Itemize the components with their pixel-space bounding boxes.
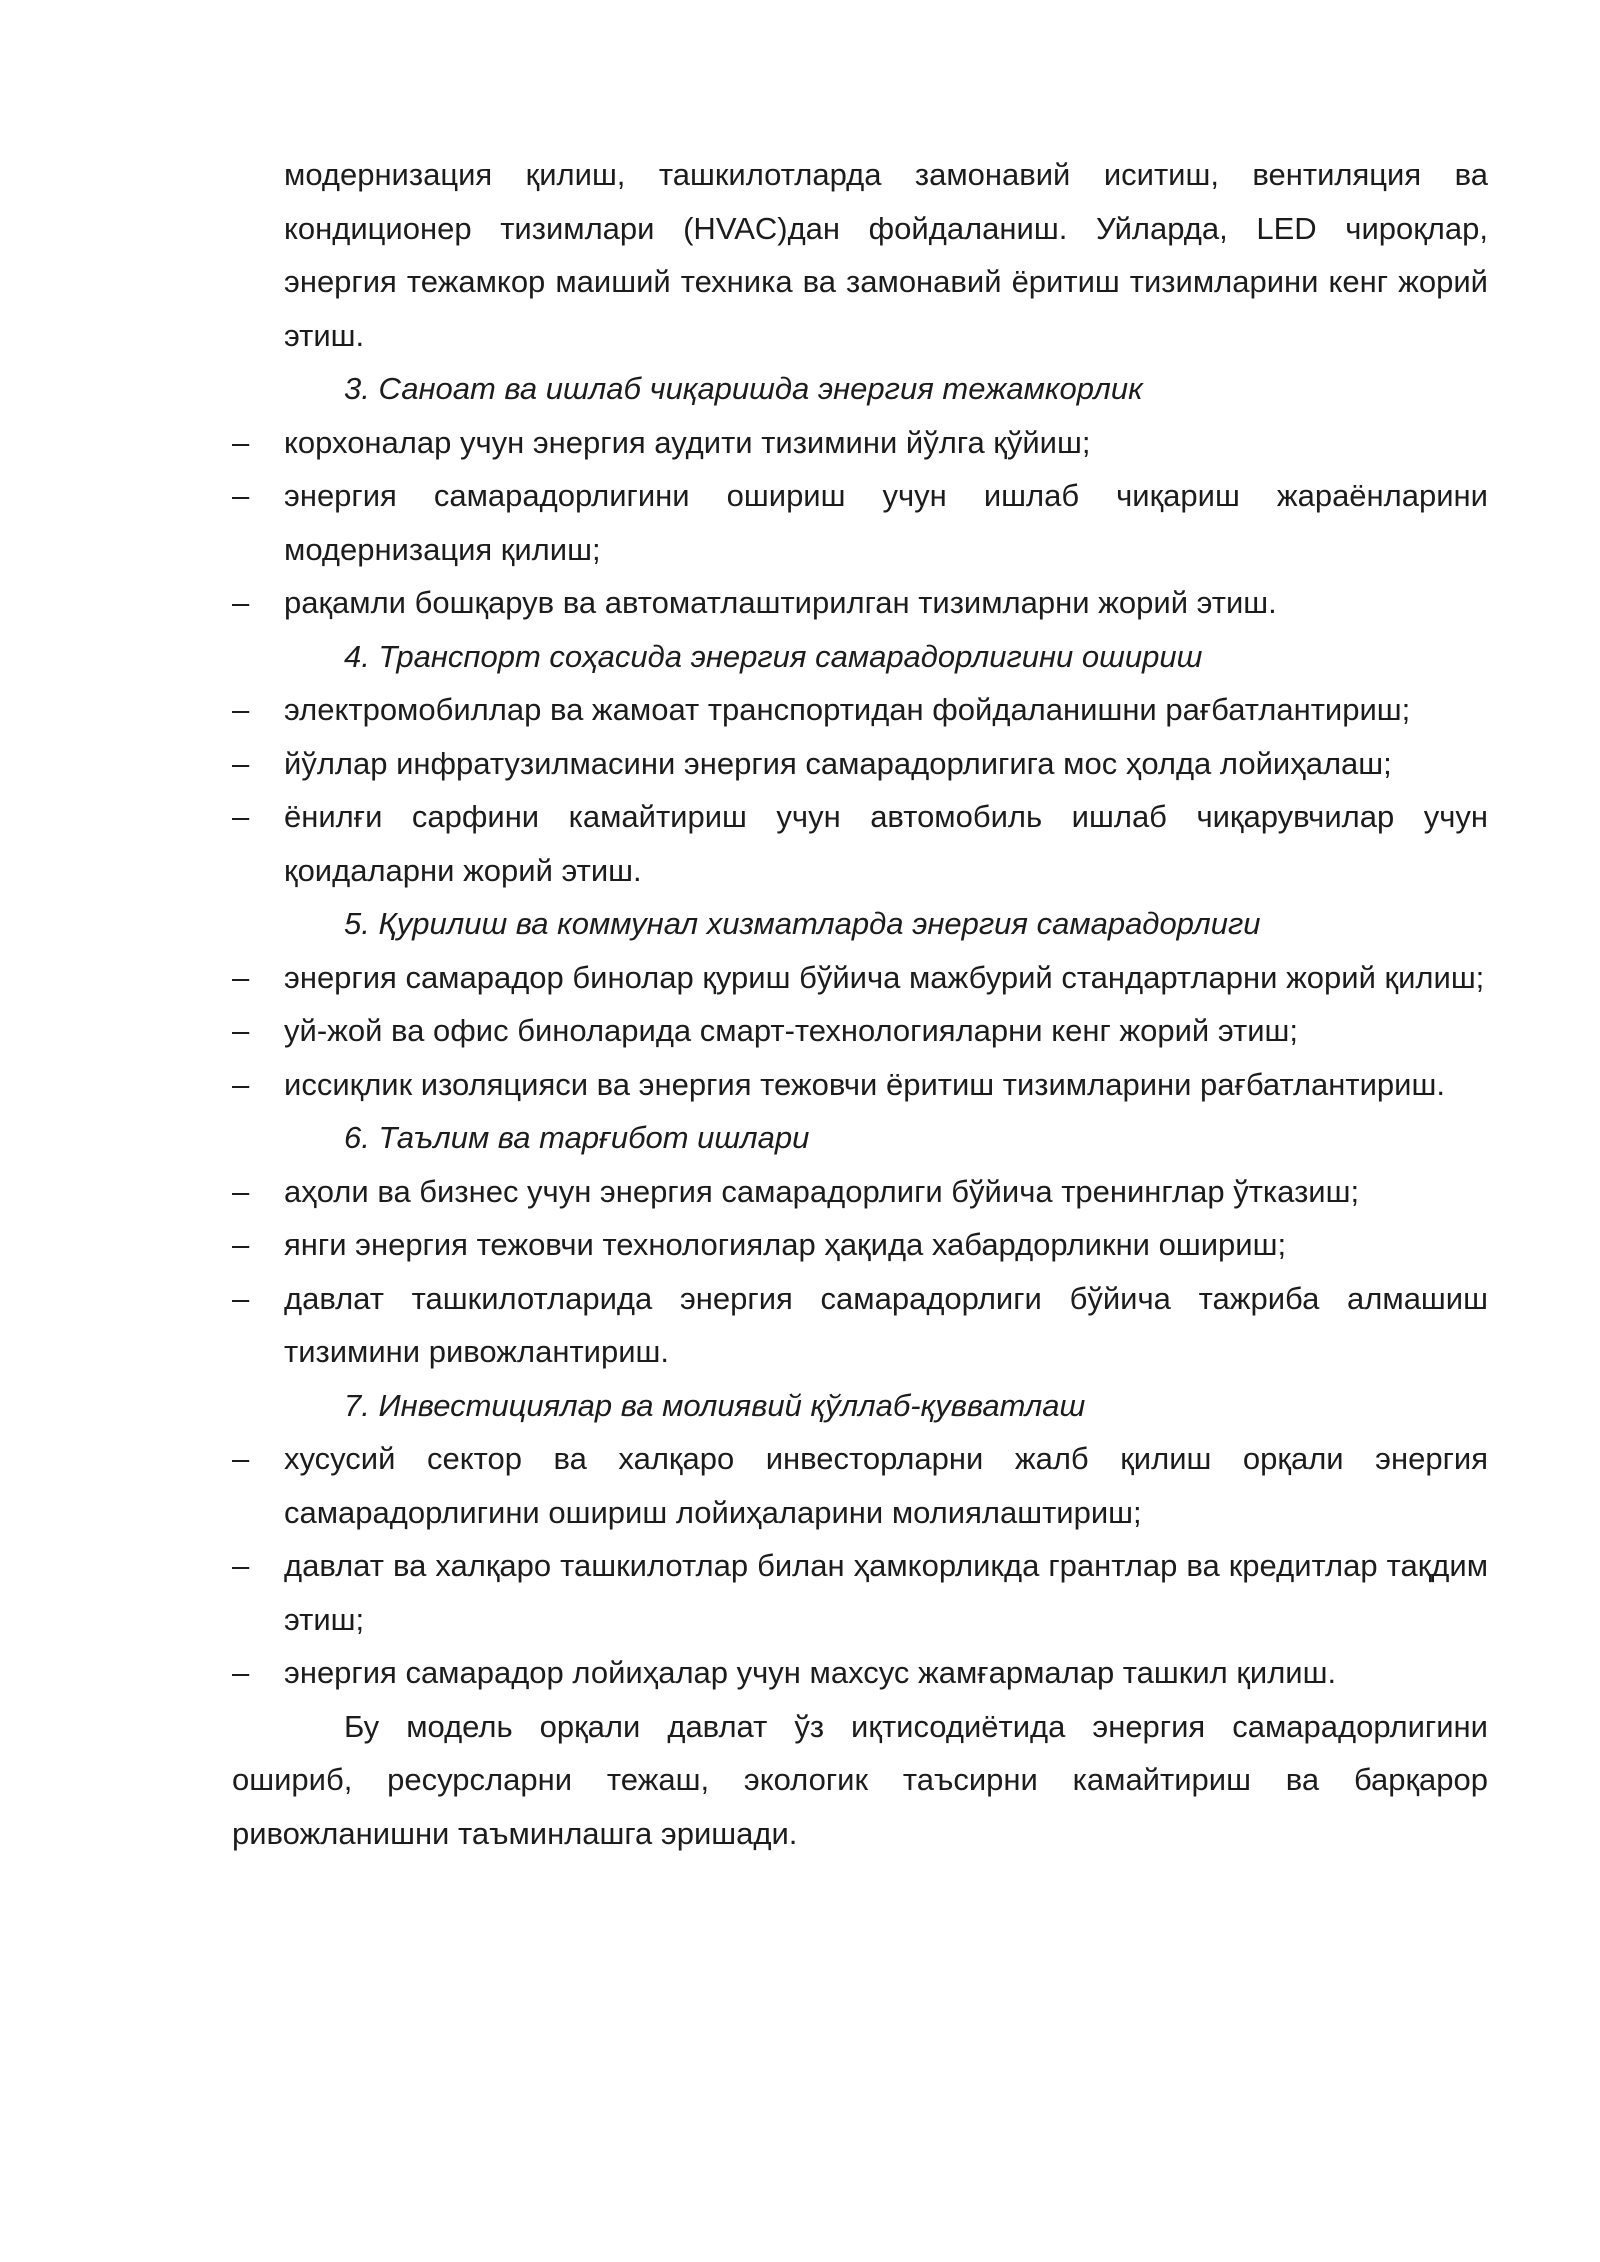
list-item	[232, 1272, 1488, 1379]
list-item-text: энергия самарадор лойиҳалар учун махсус жамғармалар ташкил қилиш.	[284, 1655, 1337, 1690]
list-item-text: корхоналар учун энергия аудити тизимини йўлга қўйиш;	[284, 424, 1091, 460]
dash-marker: –	[232, 478, 250, 513]
dash-marker: –	[232, 959, 250, 995]
list-item	[232, 469, 1488, 576]
list-item-text: давлат ташкилотларида энергия самарадорлиги бўйича тажриба алмашиш тизимини ривожлантириш.	[284, 1280, 1488, 1369]
dash-marker: –	[232, 1655, 250, 1690]
list-item-text: рақамли бошқарув ва автоматлаштирилган тизимларни жорий этиш.	[284, 585, 1277, 620]
dash-marker: –	[232, 1548, 250, 1583]
list-item	[232, 1004, 1488, 1058]
section-heading-6: 6. Таълим ва тарғибот ишлари	[344, 1120, 810, 1155]
list-item-text: давлат ва халқаро ташкилотлар билан ҳамкорликда грантлар ва кредитлар тақдим этиш;	[284, 1548, 1488, 1637]
list-item-text: йўллар инфратузилмасини энергия самарадорлигига мос ҳолда лойиҳалаш;	[284, 745, 1392, 781]
conclusion-paragraph: Бу модель орқали давлат ўз иқтисодиётида энергия самарадорлигини ошириб, ресурсларни тежаш, экологик таъсирни камайтириш ва барқарор ривожланишни таъминлашга эришади.	[232, 1708, 1488, 1851]
list-item	[232, 1218, 1488, 1272]
dash-marker: –	[232, 745, 250, 781]
dash-marker: –	[232, 692, 250, 727]
section-heading-5: 5. Қурилиш ва коммунал хизматларда энергия самарадорлиги	[344, 906, 1261, 941]
intro-continuation-paragraph: модернизация қилиш, ташкилотларда замонавий иситиш, вентиляция ва кондиционер тизимлари (HVAC)дан фойдаланиш. Уйларда, LED чироқлар, энергия тежамкор маиший техника ва замонавий ёритиш тизимларини кенг жорий этиш.	[284, 157, 1488, 353]
list-item	[232, 1165, 1488, 1219]
section-heading-3: 3. Саноат ва ишлаб чиқаришда энергия тежамкорлик	[344, 371, 1143, 406]
dash-marker: –	[232, 1441, 250, 1476]
dash-marker: –	[232, 585, 250, 620]
list-item	[232, 416, 1488, 470]
list-item-text: энергия самарадор бинолар қуриш бўйича мажбурий стандартларни жорий қилиш;	[284, 959, 1485, 995]
list-item	[232, 683, 1488, 737]
dash-marker: –	[232, 1066, 250, 1102]
list-item	[232, 576, 1488, 630]
list-item-text: электромобиллар ва жамоат транспортидан фойдаланишни рағбатлантириш;	[284, 692, 1411, 727]
list-item-text: янги энергия тежовчи технологиялар ҳақида хабардорликни ошириш;	[284, 1227, 1287, 1262]
list-item-text: хусусий сектор ва халқаро инвесторларни жалб қилиш орқали энергия самарадорлигини ошириш лойиҳаларини молиялаштириш;	[284, 1441, 1488, 1530]
list-item	[232, 951, 1488, 1005]
dash-marker: –	[232, 799, 250, 834]
list-item-text: иссиқлик изоляцияси ва энергия тежовчи ёритиш тизимларини рағбатлантириш.	[284, 1066, 1445, 1102]
list-item	[232, 1646, 1488, 1700]
list-item	[232, 1058, 1488, 1112]
dash-marker: –	[232, 1173, 250, 1209]
document-body	[232, 148, 1488, 1860]
list-item	[232, 737, 1488, 791]
list-item	[232, 1432, 1488, 1539]
section-heading-4: 4. Транспорт соҳасида энергия самарадорлигини ошириш	[344, 638, 1203, 674]
list-item	[232, 790, 1488, 897]
list-item-text: аҳоли ва бизнес учун энергия самарадорлиги бўйича тренинглар ўтказиш;	[284, 1173, 1360, 1209]
dash-marker: –	[232, 424, 250, 460]
list-item-text: ёнилғи сарфини камайтириш учун автомобиль ишлаб чиқарувчилар учун қоидаларни жорий этиш.	[284, 799, 1488, 888]
dash-marker: –	[232, 1280, 250, 1316]
list-item-text: уй-жой ва офис биноларида смарт-технологияларни кенг жорий этиш;	[284, 1013, 1298, 1048]
dash-marker: –	[232, 1013, 250, 1048]
list-item-text: энергия самарадорлигини ошириш учун ишлаб чиқариш жараёнларини модернизация қилиш;	[284, 478, 1488, 567]
list-item	[232, 1539, 1488, 1646]
dash-marker: –	[232, 1227, 250, 1262]
section-heading-7: 7. Инвестициялар ва молиявий қўллаб-қувватлаш	[344, 1387, 1086, 1423]
